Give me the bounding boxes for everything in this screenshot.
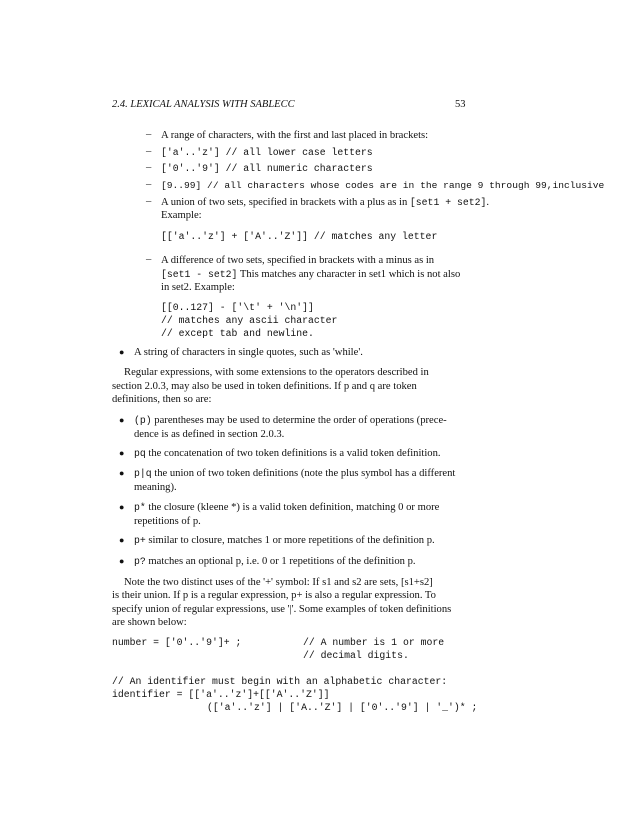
dash-marker: – <box>146 129 152 140</box>
bullet-icon: ● <box>119 535 125 545</box>
bullet-icon: ● <box>119 556 125 566</box>
difference-description: A difference of two sets, specified in brackets with a minus as in <box>161 255 435 266</box>
string-bullet-text: A string of characters in single quotes, such as 'while'. <box>134 347 363 358</box>
range-example-codes: [9..99] // all characters whose codes are in the range 9 through 99,inclusive <box>161 180 605 191</box>
code-identifier-def-2: (['a'..'z'] | ['A..'Z'] | ['0'..'9'] | '_')* ; <box>207 702 478 713</box>
paragraph-1-line-2: section 2.0.3, may also be used in token definitions. If p and q are token <box>112 381 417 392</box>
dash-marker: – <box>146 162 152 173</box>
bullet-icon: ● <box>119 347 125 357</box>
difference-description-3: in set2. Example: <box>161 282 235 293</box>
code-identifier-def-1: identifier = [['a'..'z']+[['A'..'Z']] <box>112 689 330 700</box>
dash-marker: – <box>146 179 152 190</box>
dash-marker: – <box>146 254 152 265</box>
code-number-def: number = ['0'..'9']+ ; <box>112 637 242 648</box>
range-example-numeric: ['0'..'9'] // all numeric characters <box>161 163 373 174</box>
code-number-comment-1: // A number is 1 or more <box>303 637 445 648</box>
op-parentheses: (p) parentheses may be used to determine the order of operations (prece- <box>134 415 447 426</box>
op-optional: p? matches an optional p, i.e. 0 or 1 repetitions of the definition p. <box>134 556 416 567</box>
difference-code-2: // matches any ascii character <box>161 315 338 326</box>
paragraph-1-line-1: Regular expressions, with some extensions to the operators described in <box>124 367 429 378</box>
union-description: A union of two sets, specified in brackets with a plus as in [set1 + set2]. <box>161 197 490 208</box>
page-number: 53 <box>455 99 466 110</box>
paragraph-2-line-3: specify union of regular expressions, use '|'. Some examples of token definitions <box>112 604 452 615</box>
range-intro: A range of characters, with the first and last placed in brackets: <box>161 130 429 141</box>
union-example-label: Example: <box>161 210 202 221</box>
op-concatenation: pq the concatenation of two token definitions is a valid token definition. <box>134 448 441 459</box>
op-closure: p* the closure (kleene *) is a valid token definition, matching 0 or more <box>134 502 440 513</box>
difference-code-1: [[0..127] - ['\t' + '\n']] <box>161 302 314 313</box>
union-example-code: [['a'..'z'] + ['A'..'Z']] // matches any letter <box>161 231 438 242</box>
range-example-lower: ['a'..'z'] // all lower case letters <box>161 147 373 158</box>
difference-description-2: [set1 - set2] This matches any character in set1 which is not also <box>161 269 461 280</box>
difference-code-3: // except tab and newline. <box>161 328 314 339</box>
bullet-icon: ● <box>119 415 125 425</box>
bullet-icon: ● <box>119 502 125 512</box>
paragraph-2-line-4: are shown below: <box>112 617 187 628</box>
running-header: 2.4. LEXICAL ANALYSIS WITH SABLECC <box>112 99 295 110</box>
op-plus: p+ similar to closure, matches 1 or more repetitions of the definition p. <box>134 535 435 546</box>
op-closure-line-2: repetitions of p. <box>134 516 201 527</box>
dash-marker: – <box>146 196 152 207</box>
dash-marker: – <box>146 146 152 157</box>
paragraph-2-line-2: is their union. If p is a regular expression, p+ is also a regular expression. To <box>112 590 436 601</box>
code-identifier-comment: // An identifier must begin with an alphabetic character: <box>112 676 448 687</box>
code-number-comment-2: // decimal digits. <box>303 650 409 661</box>
paragraph-1-line-3: definitions, then so are: <box>112 394 212 405</box>
op-parentheses-line-2: dence is as defined in section 2.0.3. <box>134 429 285 440</box>
op-union-line-2: meaning). <box>134 482 177 493</box>
op-union: p|q the union of two token definitions (note the plus symbol has a different <box>134 468 456 479</box>
paragraph-2-line-1: Note the two distinct uses of the '+' symbol: If s1 and s2 are sets, [s1+s2] <box>124 577 433 588</box>
bullet-icon: ● <box>119 468 125 478</box>
bullet-icon: ● <box>119 448 125 458</box>
